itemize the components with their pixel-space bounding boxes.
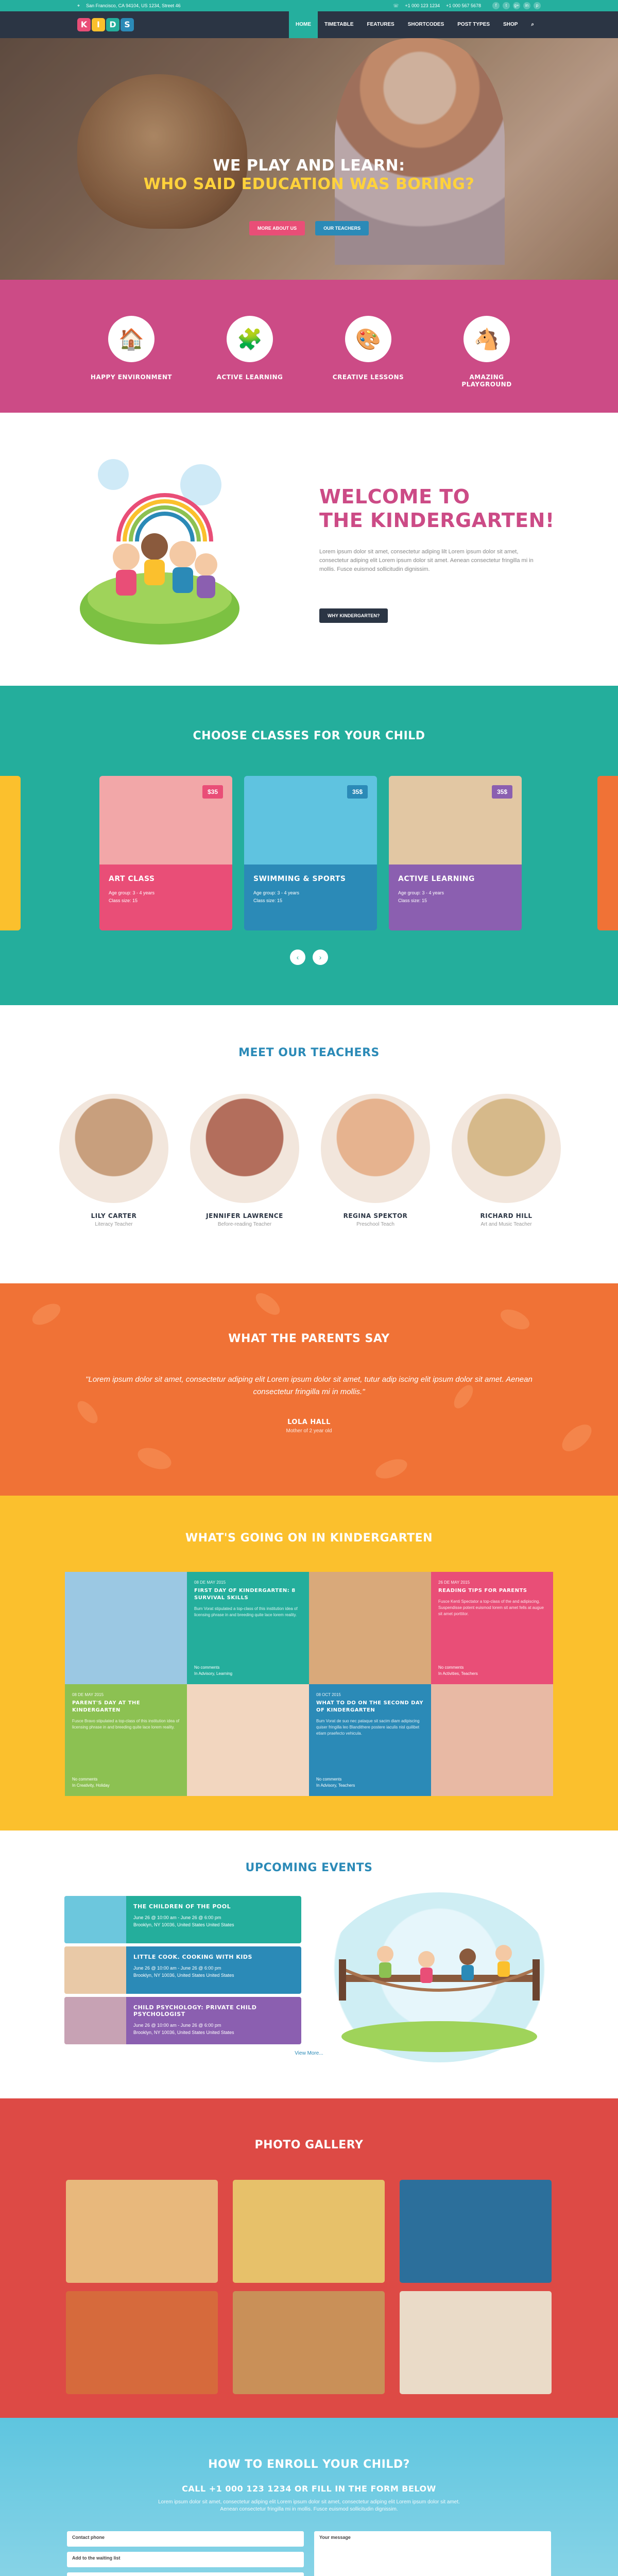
teacher-card[interactable] — [59, 1094, 168, 1227]
features-section — [0, 280, 618, 413]
partial-class-card-right — [597, 776, 618, 930]
news-excerpt: Fusce Bravo stipulated a top-class of this institution idea of licensing phrase in and breeding quite lace lorem reality. — [72, 1718, 180, 1730]
kids-on-hill-illustration — [77, 454, 239, 650]
gallery-image[interactable] — [400, 2180, 552, 2283]
teacher-name: LILY CARTER — [91, 1212, 137, 1219]
news-excerpt: Fusce Kenti Spectator a top-class of the and adipiscing. Suspendisse potent euismod lorem sit amet fells at augue sit amet porttitor. — [438, 1599, 544, 1616]
phone-2: +1 000 567 5678 — [446, 3, 481, 8]
teacher-role: Preschool Teach — [356, 1222, 394, 1227]
teacher-role: Literacy Teacher — [95, 1222, 133, 1227]
our-teachers-button[interactable]: OUR TEACHERS — [315, 221, 369, 235]
event-item[interactable] — [64, 1946, 301, 1994]
event-date: June 26 @ 10:00 am - June 26 @ 6:00 pm — [133, 2023, 221, 2028]
news-comments[interactable]: No comments — [72, 1777, 98, 1782]
logo-letter: I — [92, 18, 105, 31]
news-title: WHAT'S GOING ON IN KINDERGARTEN — [185, 1532, 433, 1545]
teacher-name: JENNIFER LAWRENCE — [206, 1212, 283, 1219]
kids-logo[interactable] — [77, 18, 134, 31]
news-post-title[interactable]: READING TIPS FOR PARENTS — [438, 1588, 527, 1594]
testimonial-quote: "Lorem ipsum dolor sit amet, consectetur adiping elit Lorem ipsum dolor sit amet, tutur adip iscing elit ipsum dolor sit amet. Aenean consectetur fringilla mi in mollis." — [85, 1375, 533, 1396]
phone-icon: ☏ — [393, 3, 399, 8]
pinterest-icon[interactable]: p — [534, 2, 541, 9]
news-date: 26 DE MAY 2015 — [438, 1580, 470, 1585]
class-title: ART CLASS — [109, 875, 155, 883]
hero-line-1: WE PLAY AND LEARN: — [213, 157, 405, 175]
event-location: Brooklyn, NY 10036, United States United States — [133, 1973, 234, 1978]
event-body — [126, 1997, 301, 2044]
phone-1: +1 000 123 1234 — [405, 3, 440, 8]
contact-phone-field[interactable]: Contact phone — [67, 2531, 304, 2547]
news-excerpt: Bum Vorat stipulated a top-class of this institution idea of licensing phrase in and breeding quite lace lorem reality. — [194, 1606, 298, 1617]
news-post[interactable] — [187, 1572, 309, 1684]
gallery-title: PHOTO GALLERY — [254, 2139, 364, 2151]
teacher-role: Before-reading Teacher — [217, 1222, 272, 1227]
feature-label: ACTIVE LEARNING — [216, 374, 283, 381]
top-bar — [0, 0, 618, 11]
parent-name-field[interactable] — [67, 2572, 304, 2576]
news-image[interactable] — [309, 1572, 431, 1684]
class-card[interactable] — [99, 776, 232, 930]
hero-banner — [0, 38, 618, 280]
gallery-image[interactable] — [400, 2291, 552, 2394]
class-size: Class size: 15 — [253, 898, 283, 903]
social-links — [492, 2, 541, 9]
class-size: Class size: 15 — [398, 898, 427, 903]
news-date: 08 DE MAY 2015 — [72, 1692, 104, 1697]
teacher-photo — [321, 1094, 430, 1203]
twitter-icon[interactable]: t — [503, 2, 510, 9]
teacher-name: RICHARD HILL — [480, 1212, 533, 1219]
classes-title: CHOOSE CLASSES FOR YOUR CHILD — [193, 730, 425, 742]
logo-letter: S — [121, 18, 134, 31]
testimonial-author: LOLA HALL — [287, 1418, 331, 1426]
class-price: 35$ — [347, 785, 368, 799]
testimonials-title: WHAT THE PARENTS SAY — [228, 1332, 390, 1345]
news-date: 08 OCT 2015 — [316, 1692, 341, 1697]
event-location: Brooklyn, NY 10036, United States United States — [133, 2030, 234, 2035]
gallery-section — [0, 2098, 618, 2418]
class-body — [389, 865, 522, 930]
class-title: ACTIVE LEARNING — [398, 875, 475, 883]
house-icon: 🏠 — [108, 316, 154, 362]
class-price: 35$ — [492, 785, 512, 799]
news-categories[interactable]: In Creativity, Holiday — [72, 1783, 110, 1788]
news-image[interactable] — [431, 1684, 553, 1797]
class-age: Age group: 3 - 4 years — [109, 890, 155, 895]
waiting-list-field[interactable]: Add to the waiting list — [67, 2552, 304, 2567]
nav-timetable[interactable]: TIMETABLE — [324, 22, 354, 27]
events-title: UPCOMING EVENTS — [245, 1861, 373, 1874]
event-item[interactable] — [64, 1896, 301, 1943]
teacher-role: Art and Music Teacher — [480, 1222, 532, 1227]
enroll-text: Lorem ipsum dolor sit amet, consectetur adiping elit Lorem ipsum dolor sit amet, consectetur adiping elit Lorem ipsum dolor sit amet. Aenean consectetur fringilla mi in mollis. Fusce euismod sollicitudin dignissim. — [158, 2499, 460, 2512]
feature-item[interactable] — [209, 316, 291, 388]
class-size: Class size: 15 — [109, 898, 138, 903]
news-comments[interactable]: No comments — [316, 1777, 342, 1782]
class-age: Age group: 3 - 4 years — [253, 890, 300, 895]
class-age: Age group: 3 - 4 years — [398, 890, 444, 895]
event-body — [126, 1896, 301, 1943]
welcome-title — [319, 485, 555, 532]
linkedin-icon[interactable]: in — [523, 2, 530, 9]
feature-item[interactable] — [445, 316, 528, 388]
events-section — [0, 1831, 618, 2098]
enroll-title: HOW TO ENROLL YOUR CHILD? — [208, 2458, 410, 2471]
view-more-link[interactable]: View More... — [295, 2050, 323, 2056]
header — [0, 11, 618, 38]
welcome-title-line-1: WELCOME TO — [319, 485, 470, 508]
event-image — [64, 1997, 126, 2044]
event-title[interactable]: THE CHILDREN OF THE POOL — [133, 1903, 231, 1910]
testimonials-section — [0, 1283, 618, 1496]
class-body — [244, 865, 377, 930]
event-item[interactable] — [64, 1997, 301, 2044]
teacher-photo — [59, 1094, 168, 1203]
classes-section — [0, 686, 618, 1005]
news-comments[interactable]: No comments — [194, 1665, 220, 1670]
teacher-card[interactable] — [190, 1094, 299, 1227]
class-price: $35 — [202, 785, 223, 799]
teachers-title: MEET OUR TEACHERS — [238, 1046, 380, 1059]
facebook-icon[interactable]: f — [492, 2, 500, 9]
event-location: Brooklyn, NY 10036, United States United States — [133, 1922, 234, 1927]
gallery-image[interactable] — [66, 2180, 218, 2283]
address-text: San Francisco, CA 94104, US 1234, Street 46 — [86, 3, 181, 8]
gallery-image[interactable] — [233, 2180, 385, 2283]
news-date: 08 DE MAY 2015 — [194, 1580, 226, 1585]
news-image[interactable] — [65, 1572, 187, 1684]
news-post-title[interactable]: FIRST DAY OF KINDERGARTEN: 8 SURVIVAL SKILLS — [194, 1588, 296, 1601]
news-section — [0, 1496, 618, 1831]
event-date: June 26 @ 10:00 am - June 26 @ 6:00 pm — [133, 1965, 221, 1971]
paint-icon: 🎨 — [345, 316, 391, 362]
teacher-photo — [452, 1094, 561, 1203]
news-post[interactable] — [309, 1684, 431, 1797]
more-about-us-button[interactable]: MORE ABOUT US — [249, 221, 305, 235]
blocks-icon: 🧩 — [227, 316, 273, 362]
testimonial-author-role: Mother of 2 year old — [286, 1428, 332, 1434]
kids-on-bridge-illustration — [323, 1892, 555, 2062]
welcome-text: Lorem ipsum dolor sit amet, consectetur adiping lilt Lorem ipsum dolor sit amet, consectetur adiping elit Lorem ipsum dolor sit amet. Aenean consectetur fringilla mi in mollis. Fusce euismod sollicitudin dignissim. — [319, 549, 534, 572]
main-nav — [289, 11, 541, 38]
event-image — [64, 1946, 126, 1994]
feature-label: AMAZING PLAYGROUND — [461, 374, 512, 388]
google-plus-icon[interactable]: g+ — [513, 2, 520, 9]
enroll-phone: CALL +1 000 123 1234 OR FILL IN THE FORM BELOW — [182, 2484, 436, 2494]
carousel-next-button[interactable]: › — [313, 950, 328, 965]
teacher-photo — [190, 1094, 299, 1203]
search-icon[interactable]: ⌕ — [531, 22, 534, 27]
logo-letter: D — [106, 18, 119, 31]
class-body — [99, 865, 232, 930]
why-kindergarten-button[interactable]: WHY KINDERGARTEN? — [319, 608, 388, 623]
nav-shop[interactable]: SHOP — [503, 22, 518, 27]
class-card[interactable] — [389, 776, 522, 930]
feature-label: HAPPY ENVIRONMENT — [90, 374, 173, 381]
partial-class-card-left — [0, 776, 21, 930]
teachers-section — [0, 1005, 618, 1283]
news-post-title[interactable]: WHAT TO DO ON THE SECOND DAY OF KINDERGARTEN — [316, 1700, 423, 1713]
class-card[interactable] — [244, 776, 377, 930]
welcome-title-line-2: THE KINDERGARTEN! — [319, 509, 555, 532]
enroll-section — [0, 2418, 618, 2576]
message-field[interactable]: Your message — [314, 2531, 551, 2576]
news-post-title[interactable]: PARENT'S DAY AT THE KINDERGARTEN — [72, 1700, 141, 1713]
hero-title — [0, 157, 618, 194]
gallery-image[interactable] — [66, 2291, 218, 2394]
event-title[interactable]: LITTLE COOK. COOKING WITH KIDS — [133, 1954, 252, 1960]
nav-home[interactable]: HOME — [289, 11, 318, 38]
event-date: June 26 @ 10:00 am - June 26 @ 6:00 pm — [133, 1915, 221, 1920]
news-categories[interactable]: In Activities, Teachers — [438, 1671, 478, 1676]
map-pin-icon: ⌖ — [77, 3, 80, 8]
news-excerpt: Bum Vorat de suo nec pataque sit sacim diam adipiscing quiser fringilla leo Blandithere postere iaculis nisl quilibet etiam praefecto vehicula. — [316, 1718, 420, 1736]
news-categories[interactable]: In Advisory, Teachers — [316, 1783, 355, 1788]
event-body — [126, 1946, 301, 1994]
hero-line-2: WHO SAID EDUCATION WAS BORING? — [143, 175, 475, 193]
gallery-image[interactable] — [233, 2291, 385, 2394]
class-title: SWIMMING & SPORTS — [253, 875, 346, 883]
feature-item[interactable] — [327, 316, 409, 388]
news-image[interactable] — [187, 1684, 309, 1797]
news-comments[interactable]: No comments — [438, 1665, 464, 1670]
welcome-section — [0, 413, 618, 686]
news-categories[interactable]: In Advisory, Learning — [194, 1671, 233, 1676]
nav-shortcodes[interactable]: SHORTCODES — [407, 22, 444, 27]
feature-item[interactable] — [90, 316, 173, 388]
logo-letter: K — [77, 18, 91, 31]
nav-post-types[interactable]: POST TYPES — [457, 22, 490, 27]
news-post[interactable] — [65, 1684, 187, 1797]
nav-features[interactable]: FEATURES — [367, 22, 394, 27]
rocking-horse-icon: 🐴 — [464, 316, 510, 362]
feature-label: CREATIVE LESSONS — [332, 374, 404, 381]
news-post[interactable] — [431, 1572, 553, 1684]
event-image — [64, 1896, 126, 1943]
teacher-card[interactable] — [452, 1094, 561, 1227]
teacher-card[interactable] — [321, 1094, 430, 1227]
teacher-name: REGINA SPEKTOR — [343, 1212, 408, 1219]
event-title[interactable]: CHILD PSYCHOLOGY: PRIVATE CHILD PSYCHOLOGIST — [133, 2004, 257, 2018]
carousel-prev-button[interactable]: ‹ — [290, 950, 305, 965]
